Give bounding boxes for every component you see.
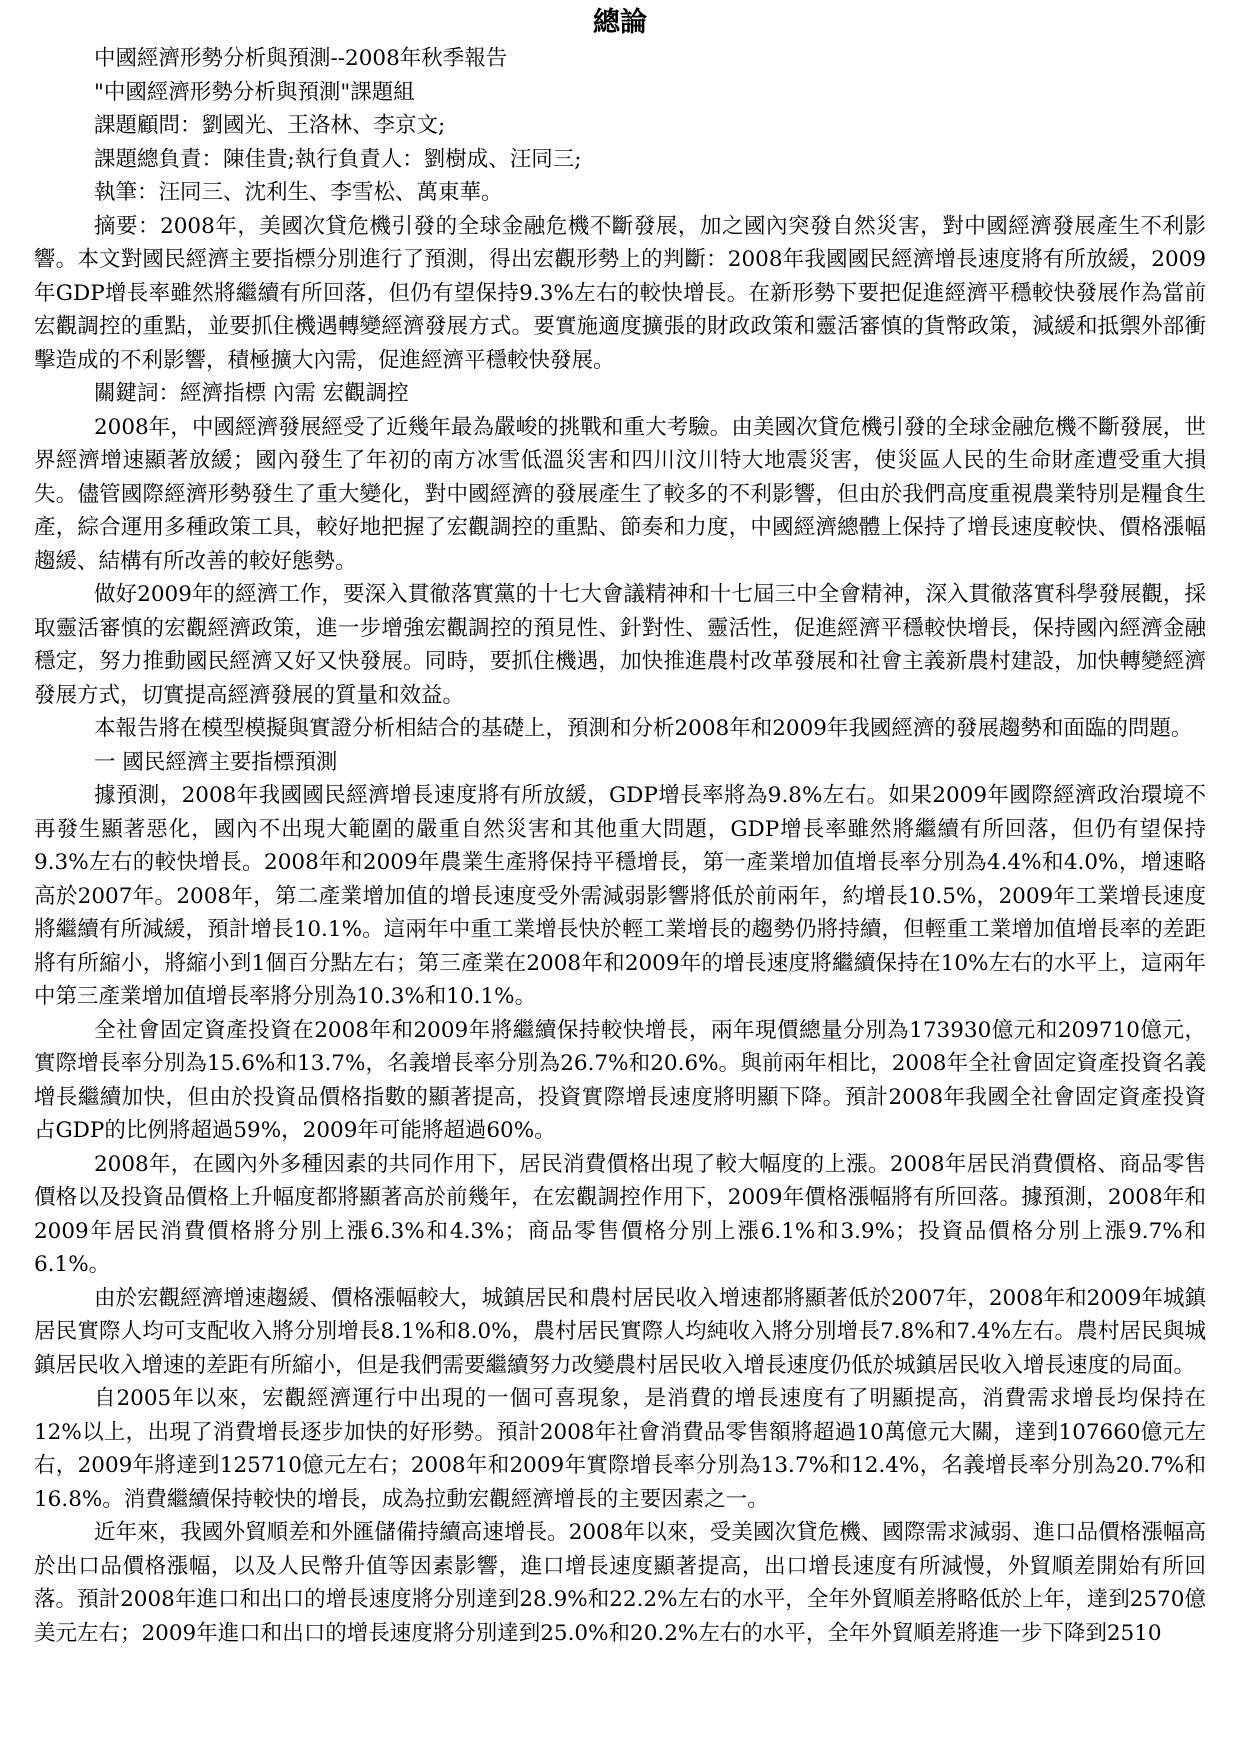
research-group-line: "中國經濟形勢分析與預測"課題組	[94, 79, 415, 105]
keywords-line: 關鍵詞：經濟指標 內需 宏觀調控	[94, 381, 409, 406]
report-title-line: 中國經濟形勢分析與預測--2008年秋季報告	[94, 46, 508, 71]
leaders-line: 課題總負責：陳佳貴;執行負責人：劉樹成、汪同三;	[94, 146, 582, 172]
abstract-paragraph: 摘要：2008年，美國次貸危機引發的全球金融危機不斷發展，加之國內突發自然災害，對中國經濟發展產生不利影響。本文對國民經濟主要指標分別進行了預測，得出宏觀形勢上的判斷：2008年我國國民經濟增長速度將有所放緩，2009年GDP增長率雖然將繼續有所回落，但仍有望保持9.3%左右的較快增長。在新形勢下要把促進經濟平穩較快發展作為當前宏觀調控的重點，並要抓住機遇轉變經濟發展方式。要實施適度擴張的財政政策和靈活審慎的貨幣政策，減緩和抵禦外部衝擊造成的不利影響，積極擴大內需，促進經濟平穩較快發展。	[34, 213, 1206, 373]
body-paragraph: 全社會固定資產投資在2008年和2009年將繼續保持較快增長，兩年現價總量分別為173930億元和209710億元，實際增長率分別為15.6%和13.7%，名義增長率分別為26.7%和20.6%。與前兩年相比，2008年全社會固定資產投資名義增長繼續加快，但由於投資品價格指數的顯著提高，投資實際增長速度將明顯下降。預計2008年我國全社會固定資產投資占GDP的比例將超過59%，2009年可能將超過60%。	[34, 1017, 1206, 1143]
authors-line: 執筆：汪同三、沈利生、李雪松、萬東華。	[94, 180, 503, 205]
page-title: 總論	[593, 7, 647, 38]
section-heading: 一 國民經濟主要指標預測	[94, 749, 338, 775]
body-paragraph: 近年來，我國外貿順差和外匯儲備持續高速增長。2008年以來，受美國次貸危機、國際需求減弱、進口品價格漲幅高於出口品價格漲幅，以及人民幣升值等因素影響，進口增長速度顯著提高，出口增長速度有所減慢，外貿順差開始有所回落。預計2008年進口和出口的增長速度將分別達到28.9%和22.2%左右的水平，全年外貿順差將略低於上年，達到2570億美元左右；2009年進口和出口的增長速度將分別達到25.0%和20.2%左右的水平，全年外貿順差將進一步下降到2510	[34, 1520, 1206, 1646]
body-paragraph: 2008年，中國經濟發展經受了近幾年最為嚴峻的挑戰和重大考驗。由美國次貸危機引發的全球金融危機不斷發展，世界經濟增速顯著放緩；國內發生了年初的南方冰雪低溫災害和四川汶川特大地震災害，使災區人民的生命財產遭受重大損失。儘管國際經濟形勢發生了重大變化，對中國經濟的發展產生了較多的不利影響，但由於我們高度重視農業特別是糧食生產，綜合運用多種政策工具，較好地把握了宏觀調控的重點、節奏和力度，中國經濟總體上保持了增長速度較快、價格漲幅趨緩、結構有所改善的較好態勢。	[34, 414, 1206, 574]
body-paragraph: 本報告將在模型模擬與實證分析相結合的基礎上，預測和分析2008年和2009年我國經濟的發展趨勢和面臨的問題。	[94, 716, 1193, 741]
body-paragraph: 做好2009年的經濟工作，要深入貫徹落實黨的十七大會議精神和十七屆三中全會精神，深入貫徹落實科學發展觀，採取靈活審慎的宏觀經濟政策，進一步增強宏觀調控的預見性、針對性、靈活性，促進經濟平穩較快增長，保持國內經濟金融穩定，努力推動國民經濟又好又快發展。同時，要抓住機遇，加快推進農村改革發展和社會主義新農村建設，加快轉變經濟發展方式，切實提高經濟發展的質量和效益。	[34, 582, 1206, 708]
advisors-line: 課題顧問：劉國光、王洛林、李京文;	[94, 113, 446, 138]
document-page	[34, 4, 1206, 1650]
body-paragraph: 由於宏觀經濟增速趨緩、價格漲幅較大，城鎮居民和農村居民收入增速都將顯著低於2007年，2008年和2009年城鎮居民實際人均可支配收入將分別增長8.1%和8.0%，農村居民實際人均純收入將分別增長7.8%和7.4%左右。農村居民與城鎮居民收入增速的差距有所縮小，但是我們需要繼續努力改變農村居民收入增長速度仍低於城鎮居民收入增長速度的局面。	[34, 1285, 1206, 1378]
body-paragraph: 自2005年以來，宏觀經濟運行中出現的一個可喜現象，是消費的增長速度有了明顯提高，消費需求增長均保持在12%以上，出現了消費增長逐步加快的好形勢。預計2008年社會消費品零售額將超過10萬億元大關，達到107660億元左右，2009年將達到125710億元左右；2008年和2009年實際增長率分別為13.7%和12.4%，名義增長率分別為20.7%和16.8%。消費繼續保持較快的增長，成為拉動宏觀經濟增長的主要因素之一。	[34, 1386, 1206, 1512]
body-paragraph: 據預測，2008年我國國民經濟增長速度將有所放緩，GDP增長率將為9.8%左右。如果2009年國際經濟政治環境不再發生顯著惡化，國內不出現大範圍的嚴重自然災害和其他重大問題，GDP增長率雖然將繼續有所回落，但仍有望保持9.3%左右的較快增長。2008年和2009年農業生產將保持平穩增長，第一產業增加值增長率分別為4.4%和4.0%，增速略高於2007年。2008年，第二產業增加值的增長速度受外需減弱影響將低於前兩年，約增長10.5%，2009年工業增長速度將繼續有所減緩，預計增長10.1%。這兩年中重工業增長快於輕工業增長的趨勢仍將持續，但輕重工業增加值增長率的差距將有所縮小，將縮小到1個百分點左右；第三產業在2008年和2009年的增長速度將繼續保持在10%左右的水平上，這兩年中第三產業增加值增長率將分別為10.3%和10.1%。	[34, 783, 1206, 1009]
body-paragraph: 2008年，在國內外多種因素的共同作用下，居民消費價格出現了較大幅度的上漲。2008年居民消費價格、商品零售價格以及投資品價格上升幅度都將顯著高於前幾年，在宏觀調控作用下，2009年價格漲幅將有所回落。據預測，2008年和2009年居民消費價格將分別上漲6.3%和4.3%；商品零售價格分別上漲6.1%和3.9%；投資品價格分別上漲9.7%和6.1%。	[34, 1151, 1206, 1277]
